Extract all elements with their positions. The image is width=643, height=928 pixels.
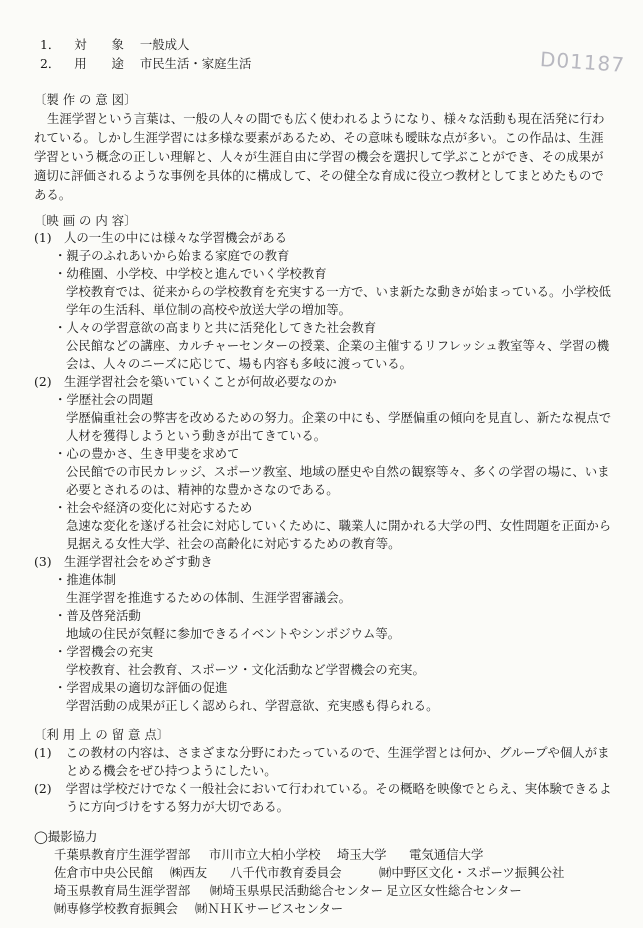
- item-title: ・心の豊かさ、生き甲斐を求めて: [54, 446, 240, 461]
- credit-entry: ㈶中野区文化・スポーツ振興公社: [379, 865, 565, 880]
- item-line: 生涯学習を推進するための体制、生涯学習審議会。: [66, 590, 351, 605]
- meta-usage: [40, 56, 251, 72]
- item-line: 公民館での市民カレッジ、スポーツ教室、地域の歴史や自然の観察等々、多くの学習の場に、いま: [66, 464, 610, 479]
- credit-entry: ㈶埼玉県県民活動総合センター: [210, 883, 383, 898]
- item-line: 学歴偏重社会の弊害を改めるための努力。企業の中にも、学歴偏重の傾向を見直し、新たな視点で: [66, 410, 612, 425]
- item-line: 急速な変化を遂げる社会に対応していくために、職業人に開かれる大学の門、女性問題を正面から: [66, 518, 612, 533]
- credit-entry: 電気通信大学: [409, 847, 484, 862]
- note-line: 学習は学校だけでなく一般社会において行われている。その概略を映像でとらえ、実体験できるよ: [65, 781, 612, 796]
- purpose-line: ある。: [34, 187, 72, 202]
- note-line: うに方向づけをする努力が大切である。: [66, 799, 290, 814]
- meta-label: 対 象: [74, 37, 124, 52]
- purpose-line: れている。しかし生涯学習には多様な要素があるため、その意味も曖昧な点が多い。この作品は、生涯: [34, 130, 604, 145]
- meta-number: 1．: [40, 37, 61, 52]
- note-number: (1): [34, 745, 52, 760]
- section-title: (3) 生涯学習社会をめざす動き: [34, 554, 213, 569]
- item-line: 地域の住民が気軽に参加できるイベントやシンポジウム等。: [66, 626, 401, 641]
- item-title: ・社会や経済の変化に対応するため: [54, 500, 253, 515]
- item-title: ・推進体制: [54, 572, 116, 587]
- credit-entry: 八千代市教育委員会: [230, 865, 342, 880]
- item-line: 学校教育、社会教育、スポーツ・文化活動など学習機会の充実。: [66, 662, 425, 677]
- item-title: ・学歴社会の問題: [54, 392, 154, 407]
- meta-label: 用 途: [74, 56, 124, 71]
- item-title: ・普及啓発活動: [54, 608, 141, 623]
- archive-stamp: D01187: [539, 47, 626, 77]
- credit-entry: 埼玉県教育局生涯学習部: [54, 883, 191, 898]
- item-title: ・親子のふれあいから始まる家庭での教育: [54, 248, 290, 263]
- item-line: 会は、人々のニーズに応じて、場も内容も多岐に渡っている。: [66, 356, 413, 371]
- item-title: ・学習機会の充実: [54, 644, 154, 659]
- item-line: 学年の生活科、単位制の高校や放送大学の増加等。: [66, 302, 351, 317]
- credit-entry: 埼玉大学: [337, 847, 387, 862]
- credit-entry: 足立区女性総合センター: [386, 883, 522, 898]
- meta-number: 2．: [40, 56, 61, 71]
- item-line: 公民館などの講座、カルチャーセンターの授業、企業の主催するリフレッシュ教室等々、学習の機: [66, 338, 610, 353]
- credits-heading: ◯撮影協力: [34, 829, 98, 844]
- credits-row: [54, 847, 484, 863]
- credits-row: [54, 883, 522, 899]
- section-title: (2) 生涯学習社会を築いていくことが何故必要なのか: [34, 374, 337, 389]
- item-line: 学習活動の成果が正しく認められ、学習意欲、充実感も得られる。: [66, 698, 439, 713]
- content-heading: 〔映 画 の 内 容〕: [34, 213, 137, 228]
- item-line: 学校教育では、従来からの学校教育を充実する一方で、いま新たな動きが始まっている。小学校低: [66, 284, 611, 299]
- item-line: 必要とされるのは、精神的な豊かさなのである。: [66, 482, 339, 497]
- credits-row: [54, 865, 565, 881]
- purpose-line: 適切に評価されるような事例を具体的に構成して、その健全な育成に役立つ教材としてまとめたもので: [34, 168, 604, 183]
- note-line: この教材の内容は、さまざまな分野にわたっているので、生涯学習とは何か、グループや個人がま: [65, 745, 610, 760]
- note-number: (2): [34, 781, 52, 796]
- item-title: ・学習成果の適切な評価の促進: [54, 680, 228, 695]
- item-title: ・人々の学習意欲の高まりと共に活発化してきた社会教育: [54, 320, 377, 335]
- item-line: 人材を獲得しようという動きが出てきている。: [66, 428, 327, 443]
- notes-heading: 〔利 用 上 の 留 意 点〕: [34, 727, 170, 742]
- meta-value: 市民生活・家庭生活: [139, 56, 252, 71]
- credit-entry: ㈶ＮＨＫサービスセンター: [195, 901, 344, 916]
- credit-entry: 千葉県教育庁生涯学習部: [54, 847, 191, 862]
- item-line: 見据える女性大学、社会の高齢化に対応するための教育等。: [66, 536, 401, 551]
- purpose-line: 学習という概念の正しい理解と、人々が生涯自由に学習の機会を選択して学ぶことができ、その成果が: [34, 149, 604, 164]
- purpose-heading: 〔製 作 の 意 図〕: [34, 92, 137, 107]
- credit-entry: ㈶専修学校教育振興会: [54, 901, 178, 916]
- note-item: [34, 745, 610, 761]
- purpose-line: 生涯学習という言葉は、一般の人々の間でも広く使われるようになり、様々な活動も現在活発に行わ: [47, 111, 605, 126]
- meta-target: [40, 37, 189, 53]
- credit-entry: 佐倉市中央公民館: [54, 865, 154, 880]
- credit-entry: 市川市立大柏小学校: [209, 847, 321, 862]
- meta-value: 一般成人: [139, 37, 190, 52]
- credits-row: [54, 901, 344, 917]
- credit-entry: ㈱西友: [170, 865, 208, 880]
- item-title: ・幼稚園、小学校、中学校と進んでいく学校教育: [54, 266, 327, 281]
- note-item: [34, 781, 612, 797]
- note-line: とめる機会をぜひ持つようにしたい。: [66, 763, 277, 778]
- section-title: (1) 人の一生の中には様々な学習機会がある: [34, 230, 287, 245]
